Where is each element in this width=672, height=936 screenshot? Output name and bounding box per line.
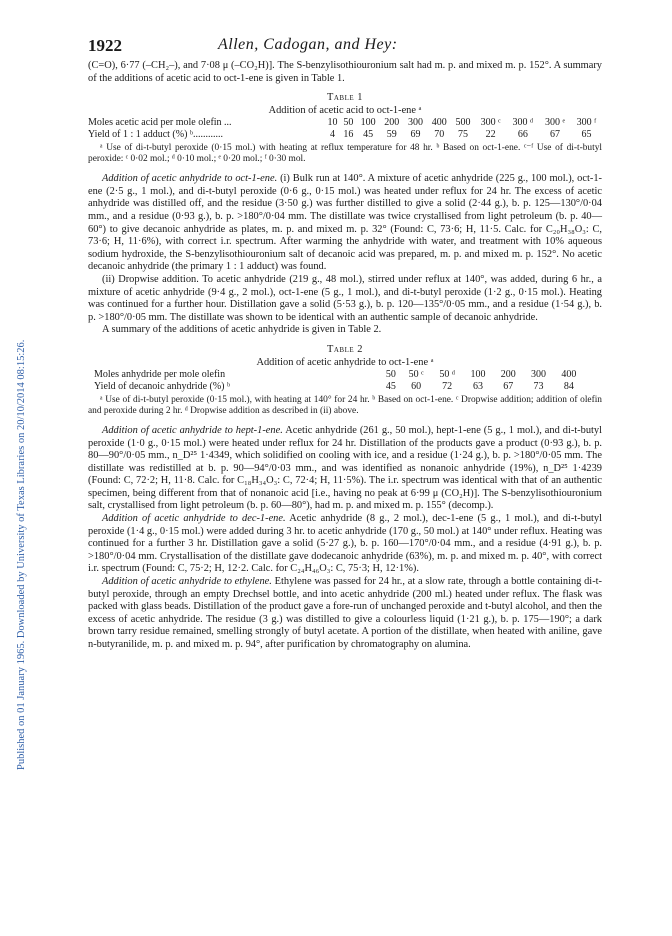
table-cell: 400 <box>561 368 577 380</box>
table-cell: 45 <box>363 129 374 141</box>
paragraph-hept-1-ene <box>88 425 602 513</box>
table-cell: 500 <box>455 117 471 129</box>
paragraph-dec-1-ene <box>88 513 602 576</box>
table-row <box>94 381 584 393</box>
table2 <box>94 369 584 393</box>
paragraph-text: Ethylene was passed for 24 hr., at a slow rate, through a bottle containing di-t-butyl peroxide, through an empty Drechsel bottle, and into acetic anhydride (200 ml.) heated under reflux. The flask was packed with glass beads. Distillation of the product gave a fore-run of unchanged peroxide and t-butyl alcohol, and then the excess of acetic anhydride. The residue (3 g.) was distilled to give a colourless liquid (1·21 g.), b. p. 175—190°; a dark brown tarry residue remained, smelling strongly of butyl acetate. A portion of the distillate, when heated with aniline, gave n-butyranilide, m. p. and mixed m. p. 94°, after purification by chromatography on alumina. <box>88 576 603 650</box>
table-cell: 75 <box>457 129 468 141</box>
table-cell: 200 <box>500 368 516 380</box>
table1-title: Addition of acetic acid to oct-1-ene ᵃ <box>268 105 422 117</box>
table-cell: 70 <box>434 129 445 141</box>
table-cell: 63 <box>473 380 484 392</box>
paragraph-text: Acetic anhydride (261 g., 50 mol.), hept-1-ene (5 g., 1 mol.), and di-t-butyl peroxide (1·0 g., 0·15 mol.) were heated under reflux for 24 hr. Distillation of the products gave a product (0·93 g.), b. p. 80—90°/0·05 mm., n_D²⁵ 1·4349, which solidified on cooling with ice, and a residue (1·24 g.), b. p. >180°/0·05 mm. The distillate was redistilled at b. p. 90—94°/0·03 mm., and was identified as nonanoic anhydride (19%), n_D²⁵ 1·4239 (Found: C, 72·2; H, 11·8. Calc. for C₁₈H₃₄O₃: C, 72·4; H, 11·5%). The i.r. spectrum was identical with that of an authentic specimen, being different from that of nonanoic acid [i.e., having no peak at 6·99 μ (CO₂H)]. The S-benzylisothiouronium salt, crystallised from light petroleum (b. p. 60—80°), had m. p. and mixed m. p. 155° (decomp.). <box>88 424 602 512</box>
paragraph-text: (i) Bulk run at 140°. A mixture of acetic anhydride (225 g., 100 mol.), oct-1-ene (2·5 g., 1 mol.), and di-t-butyl peroxide (0·6 g., 0·15 mol.) was heated under reflux for 24 hr. The excess of acetic anhydride was distilled off, and the residue (3·50 g.) was further distilled to give a solid (2·44 g.), b. p. 125—130°/0·04 mm., and a residue (0·93 g.), b. p. >180°/0·04 mm. The distillate was twice crystallised from light petroleum (b. p. 40—60°) to give decanoic anhydride as plates, m. p. and mixed m. p. 32° (Found: C, 73·6; H, 11·5. Calc. for C₂₀H₃₈O₃: C, 73·6; H, 11·6%), with correct i.r. spectrum. After warming the anhydride with water, and treatment with 10% aqueous sodium hydroxide, the S-benzylisothiouronium salt of decanoic acid was prepared, m. p. and mixed m. p. 152°. No acetic decanoic anhydride (the primary 1 : 1 adduct) was found. <box>88 173 602 273</box>
intro-paragraph: (C=O), 6·77 (–CH₂–), and 7·08 μ (–CO₂H)]. The S-benzylisothiouronium salt had m. p. and mixed m. p. 152°. A summary of the additions of acetic acid to oct-1-ene is given in Table 1. <box>88 60 602 84</box>
paragraph-dropwise: (ii) Dropwise addition. To acetic anhydride (219 g., 48 mol.), stirred under reflux at 140°, was added, during 6 hr., a mixture of acetic anhydride (9·4 g., 2 mol.), oct-1-ene (5 g., 1 mol.), and di-t-butyl peroxide (1·2 g., 0·15 mol.). Heating was continued for a further hour. Distillation gave a solid (5·53 g.), b. p. 120—135°/0·05 mm., and a residue (1·54 g.), b. p. >180°/0·05 mm. The distillate was shown to be identical with an authentic sample of decanoic anhydride. <box>88 273 602 323</box>
table-cell: 84 <box>563 380 574 392</box>
table2-title: Addition of acetic anhydride to oct-1-ene ᵃ <box>256 356 434 368</box>
table-cell: 50 ᵈ <box>439 368 455 380</box>
table-cell: 100 <box>360 117 376 129</box>
table-cell: 300 <box>531 368 547 380</box>
table-row <box>94 369 584 381</box>
table-row <box>88 117 602 129</box>
paragraph-heading: Addition of acetic anhydride to hept-1-ene. <box>102 424 283 436</box>
table-cell: 10 <box>327 117 338 129</box>
table-cell: 73 <box>533 380 544 392</box>
download-notice-text: Published on 01 January 1965. Downloaded by University of Texas Libraries on 20/10/2014 08:15:26. <box>16 339 27 770</box>
table-cell: 65 <box>581 129 592 141</box>
table-cell: 45 <box>385 380 396 392</box>
table-cell: 60 <box>411 380 422 392</box>
table-cell: 67 <box>550 129 561 141</box>
table2-footnote: ᵃ Use of di-t-butyl peroxide (0·15 mol.), with heating at 140° for 24 hr. ᵇ Based on oct-1-ene. ᶜ Dropwise addition; addition of olefin and peroxide during 2 hr. ᵈ Dropwise addition as described in (ii) above. <box>88 394 602 416</box>
table2-label: Table 2 <box>327 343 363 355</box>
table-cell: 72 <box>442 380 453 392</box>
table-cell: 300 ᶠ <box>576 117 597 129</box>
table-cell: 300 ᵉ <box>545 117 566 129</box>
table1-row1-label: Moles acetic acid per mole olefin ... <box>88 117 232 129</box>
paragraph-oct-1-ene <box>88 173 602 274</box>
running-head: Allen, Cadogan, and Hey: <box>218 36 398 53</box>
page-header <box>88 36 602 60</box>
page-content <box>88 36 602 652</box>
table-cell: 50 <box>385 368 396 380</box>
table-cell: 50 ᶜ <box>408 368 424 380</box>
table-cell: 16 <box>343 129 354 141</box>
table1 <box>88 117 602 141</box>
paragraph-text: Acetic anhydride (8 g., 2 mol.), dec-1-ene (5 g., 1 mol.), and di-t-butyl peroxide (1·4 g., 0·15 mol.) were added during 3 hr. to acetic anhydride (170 g., 50 mol.) at 140° under reflux. Heating was continued for a further 3 hr. Distillation gave a solid (5·27 g.), b. p. 160—170°/0·04 mm., and a residue (4·91 g.), b. p. >180°/0·04 mm. Crystallisation of the distillate gave dodecanoic anhydride (63%), m. p. and mixed m. p. 40°, with correct i.r. spectrum (Found: C, 75·2; H, 12·2. Calc. for C₂₄H₄₆O₃: C, 75·3; H, 12·1%). <box>88 513 602 575</box>
page-number: 1922 <box>88 36 122 55</box>
paragraph-heading: Addition of acetic anhydride to oct-1-ene. <box>102 173 278 185</box>
table-cell: 50 <box>343 117 354 129</box>
table-row <box>88 129 602 141</box>
paragraph-heading: Addition of acetic anhydride to ethylene. <box>102 576 272 588</box>
table-cell: 400 <box>431 117 447 129</box>
table2-row1-label: Moles anhydride per mole olefin <box>94 368 226 380</box>
table-cell: 300 ᶜ <box>480 117 501 129</box>
table-cell: 66 <box>517 129 528 141</box>
table-cell: 4 <box>330 129 335 141</box>
table-cell: 300 <box>408 117 424 129</box>
table2-row2-label: Yield of decanoic anhydride (%) ᵇ <box>94 380 231 392</box>
table-cell: 69 <box>410 129 421 141</box>
table1-label: Table 1 <box>327 92 363 104</box>
table-cell: 22 <box>485 129 496 141</box>
download-notice <box>6 130 27 770</box>
table-cell: 200 <box>384 117 400 129</box>
table1-footnote: ᵃ Use of di-t-butyl peroxide (0·15 mol.) with heating at reflux temperature for 48 hr. ᵇ Based on oct-1-ene. ᶜ⁻ᶠ Use of di-t-butyl peroxide: ᶜ 0·02 mol.; ᵈ 0·10 mol.; ᵉ 0·20 mol.; ᶠ 0·30 mol. <box>88 143 602 165</box>
table-cell: 67 <box>503 380 514 392</box>
paragraph-ethylene <box>88 576 602 652</box>
paragraph-heading: Addition of acetic anhydride to dec-1-ene. <box>102 513 286 525</box>
table-cell: 300 ᵈ <box>512 117 534 129</box>
paragraph-summary: A summary of the additions of acetic anhydride is given in Table 2. <box>102 324 382 336</box>
table-cell: 59 <box>386 129 397 141</box>
table1-row2-label: Yield of 1 : 1 adduct (%) ᵇ............ <box>88 129 224 141</box>
table-cell: 100 <box>470 368 486 380</box>
